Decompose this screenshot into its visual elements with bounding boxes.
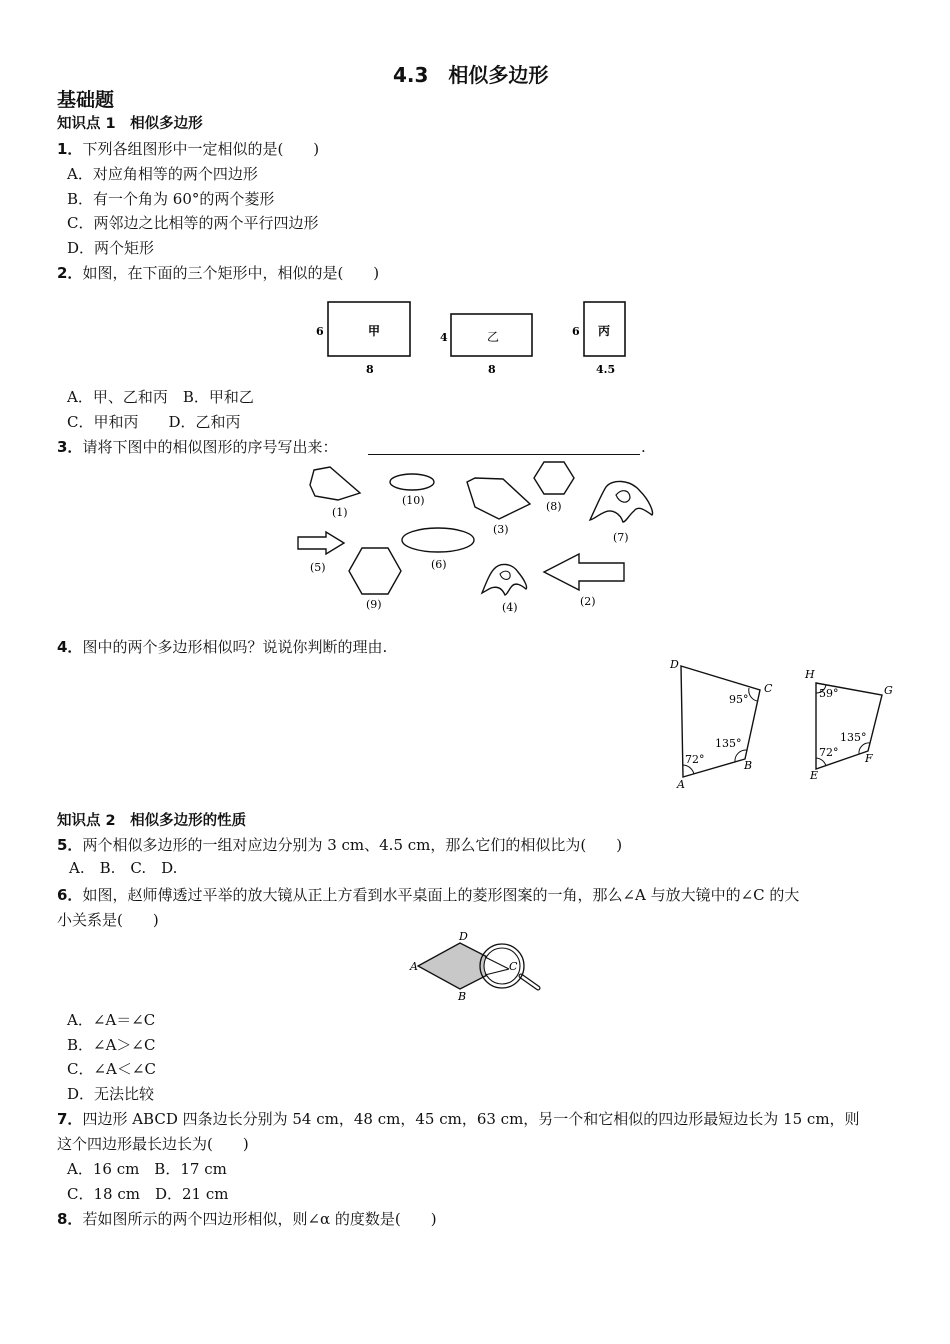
shape-7-label: (7) [613, 531, 629, 544]
angle-a-arc [683, 765, 694, 774]
angle-135-right: 135° [840, 731, 867, 744]
question-number: 5． [57, 836, 83, 854]
shape-4-label: (4) [502, 601, 518, 614]
shape-3 [467, 478, 530, 519]
option-b: B．有一个角为 60°的两个菱形 [67, 190, 275, 208]
shape-8 [534, 462, 574, 494]
angle-c-arc [749, 688, 757, 701]
question-stem: 若如图所示的两个四边形相似，则∠α 的度数是( ) [82, 1210, 437, 1228]
question-stem: 四边形 ABCD 四条边长分别为 54 cm，48 cm，45 cm，63 cm，另一个和它相似的四边形最短边长为 15 cm，则 [82, 1110, 860, 1128]
page-title: 4.3 相似多边形 [393, 63, 549, 87]
magnifier-handle-inner [521, 976, 538, 988]
shape-5 [298, 532, 344, 554]
rect-jia-name: 甲 [368, 324, 381, 338]
angle-e-arc [816, 758, 826, 766]
option-d: D．两个矩形 [67, 239, 155, 257]
vertex-a: A [410, 960, 418, 973]
vertex-f: F [865, 752, 873, 765]
shape-7-hole [616, 491, 630, 502]
shape-9-label: (9) [366, 598, 382, 611]
vertex-c: C [509, 960, 518, 973]
shape-5-label: (5) [310, 561, 326, 574]
vertex-g: G [884, 684, 893, 697]
question-3 [57, 437, 337, 457]
vertex-a: A [677, 778, 685, 791]
question-stem: 两个相似多边形的一组对应边分别为 3 cm、4.5 cm，那么它们的相似比为( ) [82, 836, 623, 854]
shape-3-label: (3) [493, 523, 509, 536]
rect-bing-side: 6 [572, 325, 580, 338]
vertex-d: D [459, 930, 468, 943]
option-a: A．对应角相等的两个四边形 [67, 165, 258, 183]
angle-95: 95° [729, 693, 749, 706]
vertex-b: B [744, 759, 753, 772]
q2-options-line1: A．甲、乙和丙 B．甲和乙 [67, 388, 254, 406]
rect-bing-bottom: 4.5 [596, 363, 616, 376]
option-b: B．∠A＞∠C [67, 1036, 156, 1054]
shape-4-hole [500, 571, 510, 579]
shapes-figure [290, 455, 670, 615]
question-4 [57, 637, 387, 657]
rect-jia-side: 6 [316, 325, 324, 338]
question-2 [57, 263, 379, 283]
rect-yi-bottom: 8 [488, 363, 496, 376]
rectangles-figure [300, 295, 640, 380]
question-number: 2． [57, 264, 83, 282]
angle-135-left: 135° [715, 737, 742, 750]
angle-59: 59° [819, 687, 839, 700]
angle-72-right: 72° [819, 746, 839, 759]
shape-2 [544, 554, 624, 590]
option-a: A．∠A＝∠C [67, 1011, 156, 1029]
question-8 [57, 1209, 437, 1229]
question-number: 8． [57, 1210, 83, 1228]
question-number: 3． [57, 438, 83, 456]
question-7-line1 [57, 1109, 860, 1129]
section-heading: 基础题 [57, 89, 115, 111]
rect-jia-bottom: 8 [366, 363, 374, 376]
shape-10-label: (10) [402, 494, 425, 507]
question-stem: 如图，赵师傅透过平举的放大镜从正上方看到水平桌面上的菱形图案的一角，那么∠A 与放大镜中的∠C 的大 [82, 886, 800, 904]
vertex-b: B [458, 990, 467, 1003]
rect-yi-side: 4 [440, 331, 448, 344]
polygons-figure [665, 655, 905, 795]
shape-6 [402, 528, 474, 552]
question-7-line2: 这个四边形最长边长为( ) [57, 1135, 249, 1153]
option-c: C．两邻边之比相等的两个平行四边形 [67, 214, 319, 232]
angle-72-left: 72° [685, 753, 705, 766]
question-stem: 图中的两个多边形相似吗？说说你判断的理由. [82, 638, 388, 656]
option-d: D．无法比较 [67, 1085, 155, 1103]
question-stem: 请将下图中的相似图形的序号写出来： [82, 438, 338, 456]
question-1 [57, 139, 319, 159]
rect-bing-name: 丙 [598, 324, 611, 338]
vertex-c: C [764, 682, 773, 695]
q3-period: . [641, 438, 646, 456]
q7-options-line2: C．18 cm D．21 cm [67, 1185, 229, 1203]
question-stem: 如图，在下面的三个矩形中，相似的是( ) [82, 264, 380, 282]
question-stem: 下列各组图形中一定相似的是( ) [82, 140, 320, 158]
question-6-line2: 小关系是( ) [57, 911, 159, 929]
vertex-e: E [810, 769, 819, 782]
question-number: 4． [57, 638, 83, 656]
magnifier-figure [405, 928, 550, 1008]
rect-yi-name: 乙 [487, 330, 500, 344]
shape-6-label: (6) [431, 558, 447, 571]
knowledge-point-1: 知识点 1 相似多边形 [57, 116, 203, 132]
vertex-h: H [805, 668, 815, 681]
q2-options-line2: C．甲和丙 D．乙和丙 [67, 413, 241, 431]
shape-4 [482, 564, 527, 595]
q5-options: A. B. C. D. [69, 859, 178, 877]
option-c: C．∠A＜∠C [67, 1060, 156, 1078]
question-number: 7． [57, 1110, 83, 1128]
question-5 [57, 835, 622, 855]
question-number: 6． [57, 886, 83, 904]
shape-8-label: (8) [546, 500, 562, 513]
shape-1-label: (1) [332, 506, 348, 519]
shape-2-label: (2) [580, 595, 596, 608]
shape-10 [390, 474, 434, 490]
vertex-d: D [670, 658, 679, 671]
knowledge-point-2: 知识点 2 相似多边形的性质 [57, 813, 247, 829]
q7-options-line1: A．16 cm B．17 cm [67, 1160, 227, 1178]
shape-9 [349, 548, 401, 594]
question-number: 1． [57, 140, 83, 158]
shape-1 [310, 467, 360, 500]
question-6-line1 [57, 885, 799, 905]
